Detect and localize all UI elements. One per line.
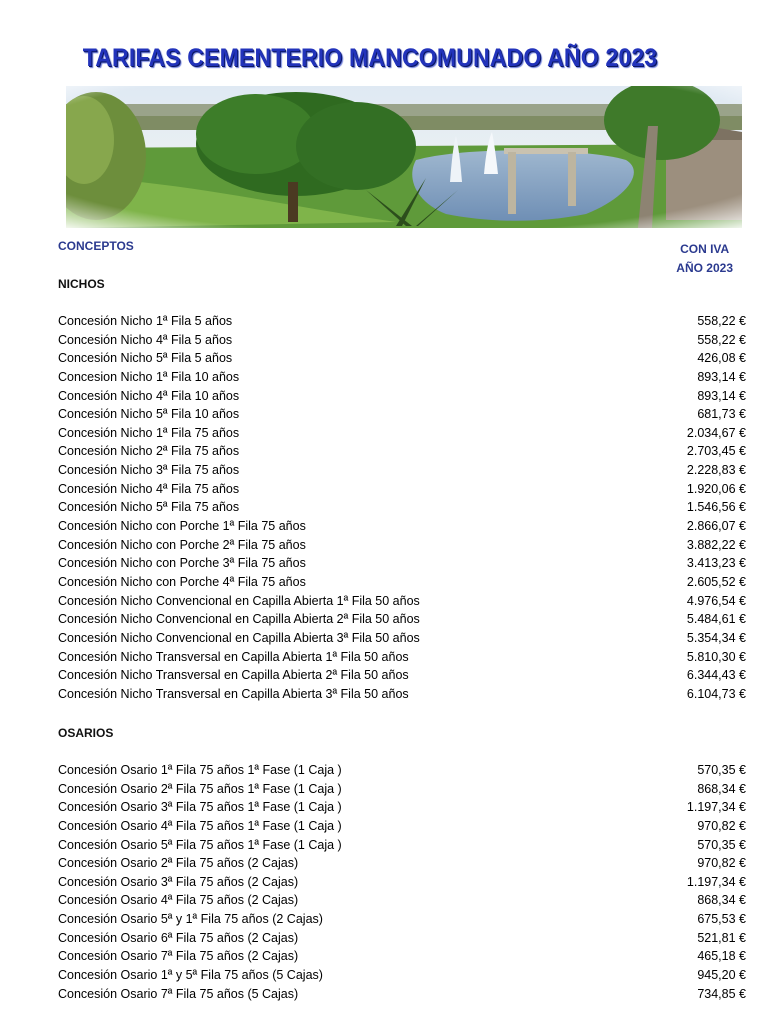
price-value: 1.197,34 €	[686, 800, 746, 815]
concept-label: Concesión Nicho Convencional en Capilla Abierta 2ª Fila 50 años	[58, 612, 420, 627]
concept-label: Concesión Osario 6ª Fila 75 años (2 Cajas)	[58, 930, 299, 945]
table-row	[58, 891, 746, 910]
price-value: 945,20 €	[697, 968, 746, 983]
price-value: 6.344,43 €	[686, 668, 746, 683]
price-header-line1: CON IVA	[680, 242, 730, 256]
table-row	[58, 966, 746, 985]
concept-label: Concesión Nicho con Porche 1ª Fila 75 años	[58, 519, 306, 534]
table-row	[58, 780, 746, 799]
table-row	[58, 666, 746, 685]
page-title: TARIFAS CEMENTERIO MANCOMUNADO AÑO 2023	[82, 44, 658, 72]
price-header-line2: AÑO 2023	[676, 261, 733, 275]
price-value: 2.605,52 €	[686, 574, 746, 589]
price-value: 675,53 €	[697, 912, 746, 927]
table-row	[58, 873, 746, 892]
price-value: 5.810,30 €	[686, 649, 746, 664]
concept-label: Concesión Nicho 5ª Fila 10 años	[58, 407, 240, 422]
concept-label: Concesión Nicho 4ª Fila 10 años	[58, 388, 240, 403]
section-title-nichos: NICHOS	[58, 277, 105, 291]
concept-label: Concesión Nicho 5ª Fila 5 años	[58, 351, 233, 366]
concept-label: Concesión Nicho Convencional en Capilla Abierta 1ª Fila 50 años	[58, 593, 420, 608]
table-row	[58, 331, 746, 350]
price-value: 5.354,34 €	[686, 630, 746, 645]
table-row	[58, 349, 746, 368]
table-row	[58, 648, 746, 667]
concept-label: Concesión Nicho 2ª Fila 75 años	[58, 444, 240, 459]
table-row	[58, 312, 746, 331]
price-value: 558,22 €	[697, 314, 746, 328]
table-row	[58, 685, 746, 704]
table-row	[58, 817, 746, 836]
concept-label: Concesión Osario 5ª Fila 75 años 1ª Fase (1 Caja )	[58, 837, 342, 852]
price-value: 558,22 €	[697, 332, 746, 347]
concept-label: Concesión Osario 1ª y 5ª Fila 75 años (5 Cajas)	[58, 968, 323, 983]
concept-label: Concesión Osario 5ª y 1ª Fila 75 años (2 Cajas)	[58, 912, 323, 927]
table-row	[58, 836, 746, 855]
price-value: 465,18 €	[697, 949, 746, 964]
table-row	[58, 517, 746, 536]
price-value: 1.197,34 €	[686, 874, 746, 889]
table-row	[58, 480, 746, 499]
concept-label: Concesión Osario 7ª Fila 75 años (2 Cajas)	[58, 949, 299, 964]
concept-label: Concesión Nicho con Porche 3ª Fila 75 años	[58, 556, 306, 571]
price-value: 1.546,56 €	[686, 500, 746, 515]
price-value: 521,81 €	[697, 930, 746, 945]
table-row	[58, 910, 746, 929]
osarios-list	[58, 761, 746, 1003]
concept-label: Concesión Nicho con Porche 4ª Fila 75 años	[58, 574, 306, 589]
table-row	[58, 947, 746, 966]
price-value: 681,73 €	[697, 407, 746, 422]
concept-label: Concesión Osario 2ª Fila 75 años (2 Cajas)	[58, 856, 299, 871]
concept-label: Concesión Nicho 5ª Fila 75 años	[58, 500, 240, 515]
concept-label: Concesión Nicho 1ª Fila 75 años	[58, 425, 240, 440]
price-value: 734,85 €	[697, 986, 746, 1001]
concept-label: Concesión Nicho Transversal en Capilla Abierta 2ª Fila 50 años	[58, 668, 409, 683]
price-value: 3.413,23 €	[686, 556, 746, 571]
concept-label: Concesión Osario 3ª Fila 75 años (2 Cajas)	[58, 874, 299, 889]
concept-label: Concesión Nicho 4ª Fila 5 años	[58, 332, 233, 347]
concept-label: Concesión Osario 4ª Fila 75 años (2 Cajas)	[58, 893, 299, 908]
price-value: 2.228,83 €	[686, 463, 746, 478]
table-row	[58, 610, 746, 629]
concept-label: Concesión Nicho Transversal en Capilla Abierta 1ª Fila 50 años	[58, 649, 409, 664]
table-row	[58, 405, 746, 424]
concept-label: Concesión Osario 3ª Fila 75 años 1ª Fase (1 Caja )	[58, 800, 342, 815]
concept-label: Concesión Nicho 3ª Fila 75 años	[58, 463, 240, 478]
price-value: 3.882,22 €	[686, 537, 746, 552]
concept-label: Concesión Osario 2ª Fila 75 años 1ª Fase (1 Caja )	[58, 781, 342, 796]
table-row	[58, 498, 746, 517]
table-row	[58, 798, 746, 817]
table-row	[58, 929, 746, 948]
price-value: 970,82 €	[697, 818, 746, 833]
price-value: 426,08 €	[697, 351, 746, 366]
table-row	[58, 461, 746, 480]
concept-label: Concesión Osario 7ª Fila 75 años (5 Cajas)	[58, 986, 299, 1001]
table-row	[58, 536, 746, 555]
concept-label: Concesión Osario 1ª Fila 75 años 1ª Fase (1 Caja )	[58, 763, 342, 777]
price-value: 570,35 €	[697, 763, 746, 777]
price-value: 970,82 €	[697, 856, 746, 871]
price-value: 6.104,73 €	[686, 686, 746, 701]
nichos-list	[58, 312, 746, 703]
price-value: 2.703,45 €	[686, 444, 746, 459]
table-row	[58, 424, 746, 443]
price-value: 893,14 €	[697, 369, 746, 384]
price-value: 4.976,54 €	[686, 593, 746, 608]
price-value: 893,14 €	[697, 388, 746, 403]
table-row	[58, 592, 746, 611]
concept-label: Concesión Osario 4ª Fila 75 años 1ª Fase (1 Caja )	[58, 818, 342, 833]
table-row	[58, 554, 746, 573]
table-row	[58, 368, 746, 387]
concept-label: Concesión Nicho 4ª Fila 75 años	[58, 481, 240, 496]
price-header	[676, 240, 733, 278]
price-value: 5.484,61 €	[686, 612, 746, 627]
price-value: 868,34 €	[697, 781, 746, 796]
concept-label: Concesión Nicho 1ª Fila 5 años	[58, 314, 233, 328]
table-row	[58, 442, 746, 461]
concept-label: Concesión Nicho Transversal en Capilla Abierta 3ª Fila 50 años	[58, 686, 409, 701]
table-row	[58, 629, 746, 648]
concepts-header: CONCEPTOS	[58, 239, 134, 253]
price-value: 2.034,67 €	[686, 425, 746, 440]
section-title-osarios: OSARIOS	[58, 726, 114, 740]
price-value: 570,35 €	[697, 837, 746, 852]
table-row	[58, 761, 746, 780]
concept-label: Concesión Nicho con Porche 2ª Fila 75 años	[58, 537, 306, 552]
concept-label: Concesion Nicho 1ª Fila 10 años	[58, 369, 240, 384]
table-row	[58, 985, 746, 1004]
table-row	[58, 573, 746, 592]
concept-label: Concesión Nicho Convencional en Capilla Abierta 3ª Fila 50 años	[58, 630, 420, 645]
price-value: 868,34 €	[697, 893, 746, 908]
price-value: 1.920,06 €	[686, 481, 746, 496]
banner-image	[66, 86, 742, 228]
table-row	[58, 854, 746, 873]
table-row	[58, 387, 746, 406]
price-value: 2.866,07 €	[686, 519, 746, 534]
